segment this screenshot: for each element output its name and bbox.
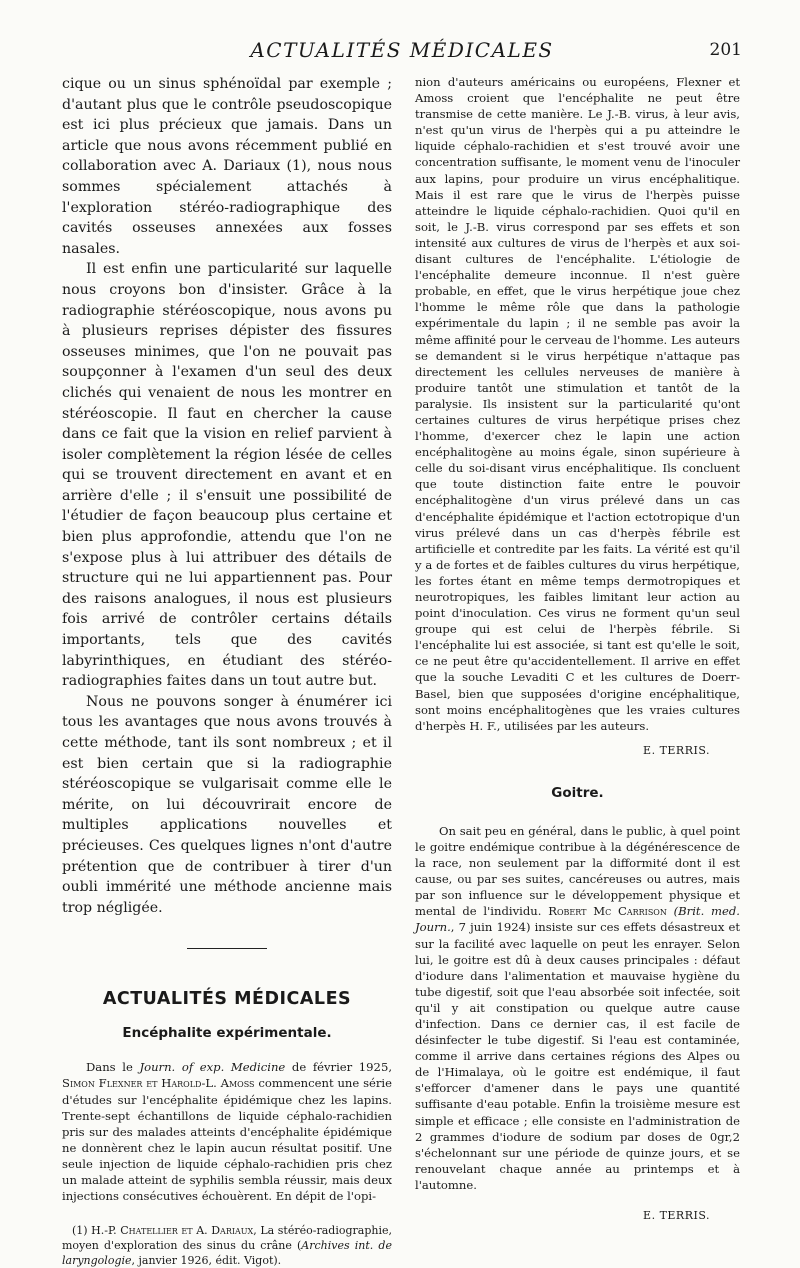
article-title-encephalite: Encéphalite expérimentale. (122, 1025, 332, 1042)
left-column (62, 74, 392, 1268)
author-name: Robert Mc Carrison (548, 904, 667, 919)
goitre-paragraph: On sait peu en général, dans le public, à quel point le goitre endémique contribue à la dégénérescence de la race, non seulement par la difformité dont il est cause, ou par ses suites, cancéreuses ou autres, mais par son influence sur le développement physique et mental de l'individu. Robert Mc Carrison (Brit. med. Journ., 7 juin 1924) insiste sur ces effets désastreux et sur la facilité avec laquelle on peut les enrayer. Selon lui, le goitre est dû à deux causes principales : défaut d'iodure dans l'alimentation et mauvaise hygiène du tube digestif, soit que l'eau absorbée soit infectée, soit qu'il y ait constipation ou quelque autre cause d'infection. Dans ce dernier cas, il est facile de désinfecter le tube digestif. Si l'eau est contaminée, comme il arrive dans certaines régions des Alpes ou de l'Himalaya, où le goitre est endémique, il faut s'efforcer d'amener dans le pays une quantité suffisante d'eau potable. Enfin la troisième mesure est simple et efficace ; elle consiste en l'administration de 2 grammes d'iodure de sodium par doses de 0gr,2 s'échelonnant sur une période de quinze jours, et se renouvelant chaque année au printemps et à l'automne. (415, 823, 740, 1192)
encephalite-continuation: nion d'auteurs américains ou européens, Flexner et Amoss croient que l'encéphalite ne peut être transmise de cette manière. Le J.-B. virus, à leur avis, n'est qu'un virus de l'herpès qui a pu atteindre le liquide céphalo-rachidien et s'est trouvé avoir une concentration suffisante, le moment venu de l'inoculer aux lapins, pour produire un virus encéphalitique. Mais il est rare que le virus de l'herpès puisse atteindre le liquide céphalo-rachidien. Quoi qu'il en soit, le J.-B. virus correspond par ses effets et son intensité aux cultures de virus de l'herpès et aux soi-disant cultures de l'encéphalite. L'étiologie de l'encéphalite demeure inconnue. Il n'est guère probable, en effet, que le virus herpétique joue chez l'homme le même rôle que dans la pathologie expérimentale du lapin ; il ne semble pas avoir la même affinité pour le cerveau de l'homme. Les auteurs se demandent si le virus herpétique n'attaque pas directement les cellules nerveuses de manière à produire tantôt une stimulation et tantôt de la paralysie. Ils insistent sur la particularité qu'ont certaines cultures de virus herpétique prises chez l'homme, d'exercer chez le lapin une action encéphalitogène au moins égale, sinon supérieure à celle du soi-disant virus encéphalitique. Ils concluent que toute distinction faite entre le pouvoir encéphalitogène d'un virus prélevé dans un cas d'encéphalite épidémique et l'action ectotropique d'un virus prélevé dans un cas d'herpès fébrile est artificielle et contredite par les faits. La vérité est qu'il y a de fortes et de faibles cultures du virus herpétique, les fortes étant en même temps dermotropiques et neurotropiques, les faibles limitant leur action au point d'inoculation. Ces virus ne forment qu'un seul groupe qui est celui de l'herpès fébrile. Si l'encéphalite lui est associée, si tant est qu'elle le soit, ce ne peut être qu'accidentellement. Il arrive en effet que la souche Levaditi C et les cultures de Doerr-Basel, bien que supposées d'origine encéphalitique, sont moins encéphalitogènes que les vraies cultures d'herpès H. F., utilisées par les auteurs. (415, 75, 740, 733)
section-divider (187, 948, 267, 949)
page-number: 201 (709, 40, 742, 60)
page-header (62, 38, 742, 68)
body-paragraph: Nous ne pouvons songer à énumérer ici tous les avantages que nous avons trouvés à cette méthode, tant ils sont nombreux ; et il est bien certain que si la radiographie stéréoscopique se vulgarisait comme elle le mérite, on lui découvrirait encore de multiples applications nouvelles et précieuses. Ces quelques lignes n'ont d'autre prétention que de contribuer à tirer d'un oubli immérité une méthode ancienne mais trop négligée. (62, 693, 392, 916)
body-paragraph: Il est enfin une particularité sur laquelle nous croyons bon d'insister. Grâce à la radiographie stéréoscopique, nous avons pu à plusieurs reprises dépister des fissures osseuses minimes, que l'on ne pouvait pas soupçonner à l'examen d'un seul des deux clichés qui venaient de nous les montrer en stéréoscopie. Il faut en chercher la cause dans ce fait que la vision en relief parvient à isoler complètement la région lésée de celles qui se trouvent directement en avant et en arrière d'elle ; il s'ensuit une possibilité de l'étudier de façon beaucoup plus certaine et bien plus approfondie, attendu que l'on ne s'expose plus à lui attribuer des détails de structure qui ne lui appartiennent pas. Pour des raisons analogues, il nous est plusieurs fois arrivé de contrôler certains détails importants, tels que des cavités labyrinthiques, en étudiant des stéréo-radiographies faites dans un tout autre but. (62, 261, 392, 690)
running-title: ACTUALITÉS MÉDICALES (250, 38, 554, 62)
signature: E. TERRIS. (643, 743, 710, 757)
footnote: (1) H.-P. Chatellier et A. Dariaux, La stéréo-radiographie, moyen d'exploration des sinus du crâne (Archives int. de laryngologie, janvier 1926, édit. Vigot). (62, 1224, 392, 1268)
author-names: Simon Flexner et Harold-L. Amoss (62, 1076, 255, 1091)
signature: E. TERRIS. (643, 1209, 710, 1222)
encephalite-paragraph: Dans le Journ. of exp. Medicine de février 1925, Simon Flexner et Harold-L. Amoss commencent une série d'études sur l'encéphalite épidémique chez les lapins. Trente-sept échantillons de liquide céphalo-rachidien pris sur des malades atteints d'encéphalite épidémique ne donnèrent chez le lapin aucun résultat positif. Une seule injection de liquide céphalo-rachidien pris chez un malade atteint de syphilis sembla réussir, mais deux injections consécutives échouèrent. En dépit de l'opi- (62, 1060, 392, 1204)
footnote-separator (62, 1216, 392, 1217)
body-paragraph: cique ou un sinus sphénoïdal par exemple ; d'autant plus que le contrôle pseudoscopique est ici plus précieux que jamais. Dans un article que nous avons récemment publié en collaboration avec A. Dariaux (1), nous nous sommes spécialement attachés à l'exploration stéréo-radiographique des cavités osseuses annexées aux fosses nasales. (62, 76, 392, 257)
right-column (415, 74, 740, 1222)
article-title-goitre: Goitre. (551, 784, 604, 801)
section-heading: ACTUALITÉS MÉDICALES (102, 989, 352, 1010)
